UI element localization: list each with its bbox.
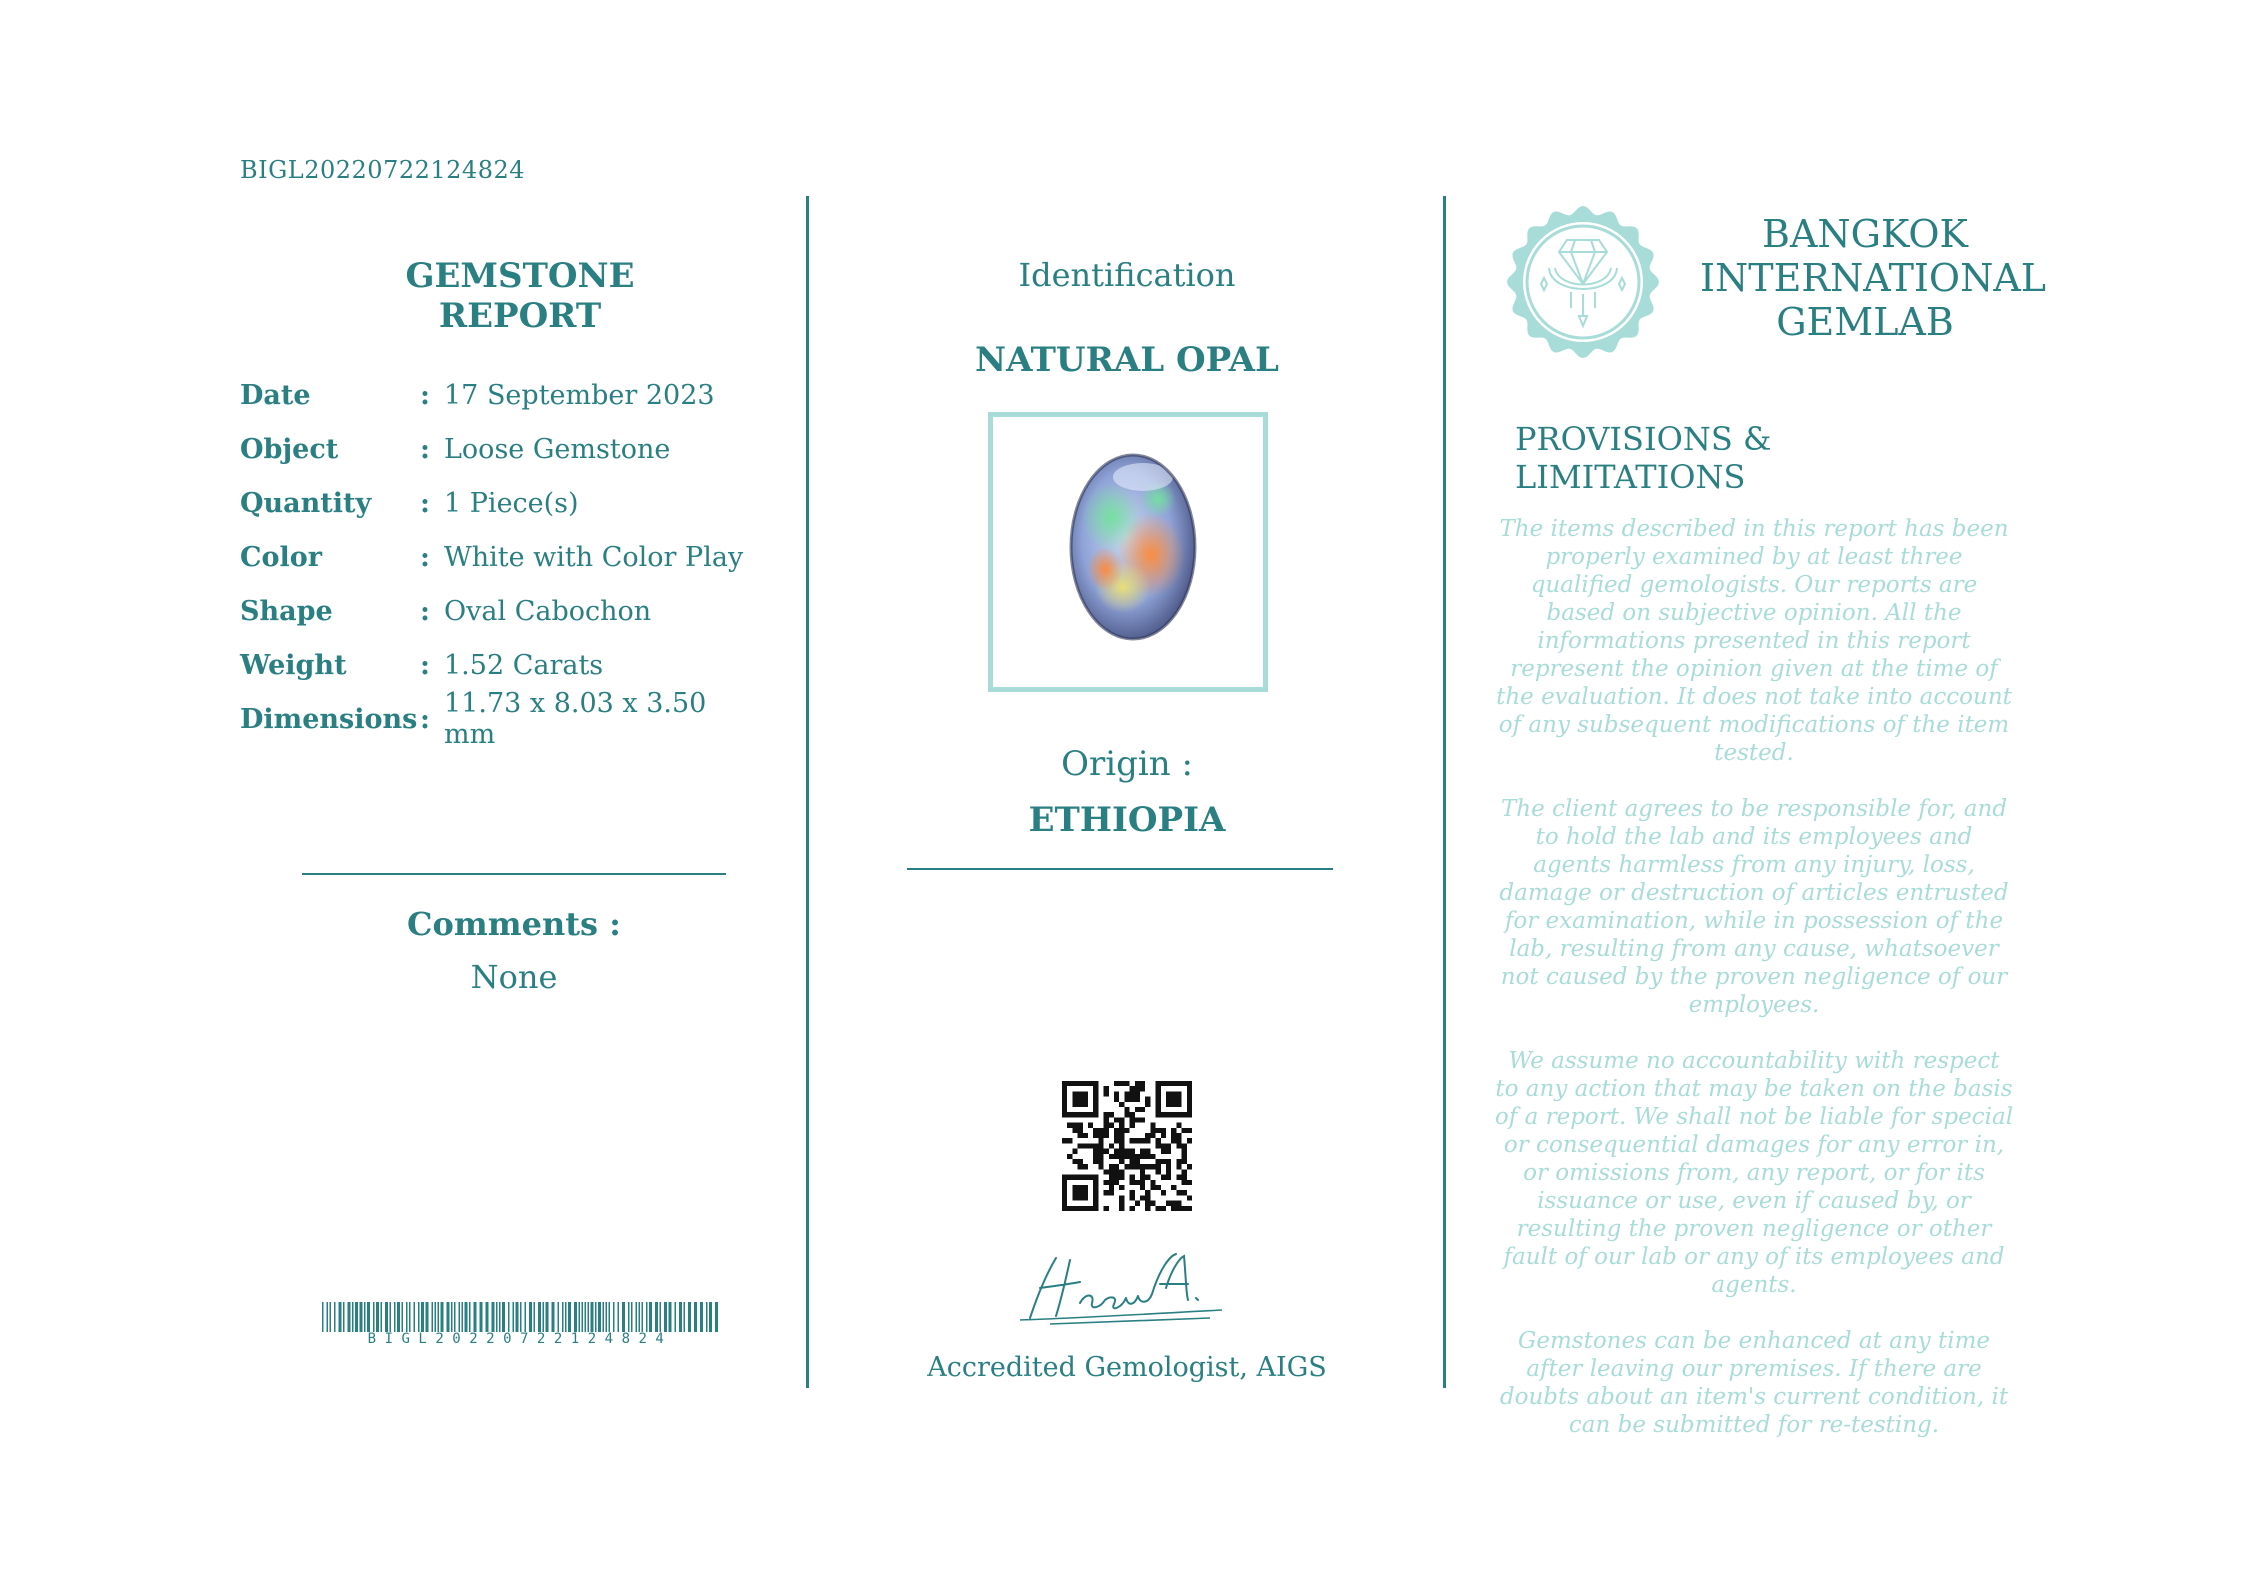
field-separator: : xyxy=(420,649,430,681)
lab-name-line2: INTERNATIONAL xyxy=(1700,256,2047,300)
comments-divider xyxy=(302,873,726,875)
field-separator: : xyxy=(420,541,430,573)
barcode-text: BIGL20220722124824 xyxy=(367,1331,673,1347)
lab-name xyxy=(1700,212,2047,344)
gemstone-photo-frame xyxy=(988,412,1268,692)
field-value: 1 Piece(s) xyxy=(444,487,579,519)
origin-label: Origin : xyxy=(1061,744,1193,784)
identification-value: NATURAL OPAL xyxy=(975,340,1279,380)
field-value: White with Color Play xyxy=(444,541,744,573)
field-row-date xyxy=(240,368,760,422)
field-label: Quantity xyxy=(240,487,372,519)
lab-name-line3: GEMLAB xyxy=(1776,300,1954,344)
field-label: Color xyxy=(240,541,322,573)
field-value: 17 September 2023 xyxy=(444,379,715,411)
provision-paragraph: Gemstones can be enhanced at any time after leaving our premises. If there are doubts about an item's current condition, it can be submitted for re-testing. xyxy=(1499,1328,2009,1438)
field-value: Loose Gemstone xyxy=(444,433,671,465)
provisions-text xyxy=(1494,515,2014,1467)
provision-paragraph: The items described in this report has been properly examined by at least three qualified gemologists. Our reports are based on subjective opinion. All the informations presented in this report represent the opinion given at the time of the evaluation. It does not take into account of any subsequent modifications of the item tested. xyxy=(1496,516,2012,766)
field-separator: : xyxy=(420,379,430,411)
column-divider-right xyxy=(1443,196,1446,1388)
field-separator: : xyxy=(420,595,430,627)
comments-value: None xyxy=(470,958,558,996)
field-value: Oval Cabochon xyxy=(444,595,652,627)
field-label: Object xyxy=(240,433,339,465)
signature xyxy=(1010,1248,1232,1328)
barcode xyxy=(322,1302,718,1332)
comments-label: Comments : xyxy=(407,905,621,943)
gemstone-photo xyxy=(993,417,1263,687)
provision-paragraph: The client agrees to be responsible for, and to hold the lab and its employees and agents harmless from any injury, loss, damage or destruction of articles entrusted for examination, while in possession of the lab, resulting from any cause, whatsoever not caused by the proven negligence of our employees. xyxy=(1499,796,2009,1018)
lab-name-line1: BANGKOK xyxy=(1762,212,1968,256)
field-separator: : xyxy=(420,487,430,519)
report-title: GEMSTONE REPORT xyxy=(405,256,635,336)
field-label: Weight xyxy=(240,649,347,681)
signature-caption: Accredited Gemologist, AIGS xyxy=(927,1352,1327,1383)
field-separator: : xyxy=(420,703,430,735)
field-label: Date xyxy=(240,379,311,411)
field-row-color xyxy=(240,530,760,584)
lab-seal-icon xyxy=(1505,204,1661,360)
field-value: 11.73 x 8.03 x 3.50 mm xyxy=(444,688,707,750)
qr-code xyxy=(1062,1081,1192,1211)
field-separator: : xyxy=(420,433,430,465)
provision-paragraph: We assume no accountability with respect to any action that may be taken on the basis of a report. We shall not be liable for special or consequential damages for any error in, or omissions from, any report, or for its issuance or use, even if caused by, or resulting the proven negligence or other fault of our lab or any of its employees and agents. xyxy=(1494,1048,2014,1298)
column-divider-left xyxy=(806,196,809,1388)
field-row-weight xyxy=(240,638,760,692)
field-row-dimensions xyxy=(240,688,760,750)
field-row-object xyxy=(240,422,760,476)
origin-divider xyxy=(907,868,1333,870)
field-row-quantity xyxy=(240,476,760,530)
field-value: 1.52 Carats xyxy=(444,649,604,681)
reference-number: BIGL20220722124824 xyxy=(240,156,525,184)
identification-label: Identification xyxy=(1018,256,1236,294)
report-fields xyxy=(240,368,760,750)
field-label: Dimensions xyxy=(240,703,418,735)
field-label: Shape xyxy=(240,595,333,627)
origin-value: ETHIOPIA xyxy=(1028,800,1226,840)
field-row-shape xyxy=(240,584,760,638)
provisions-title: PROVISIONS & LIMITATIONS xyxy=(1515,420,1772,496)
